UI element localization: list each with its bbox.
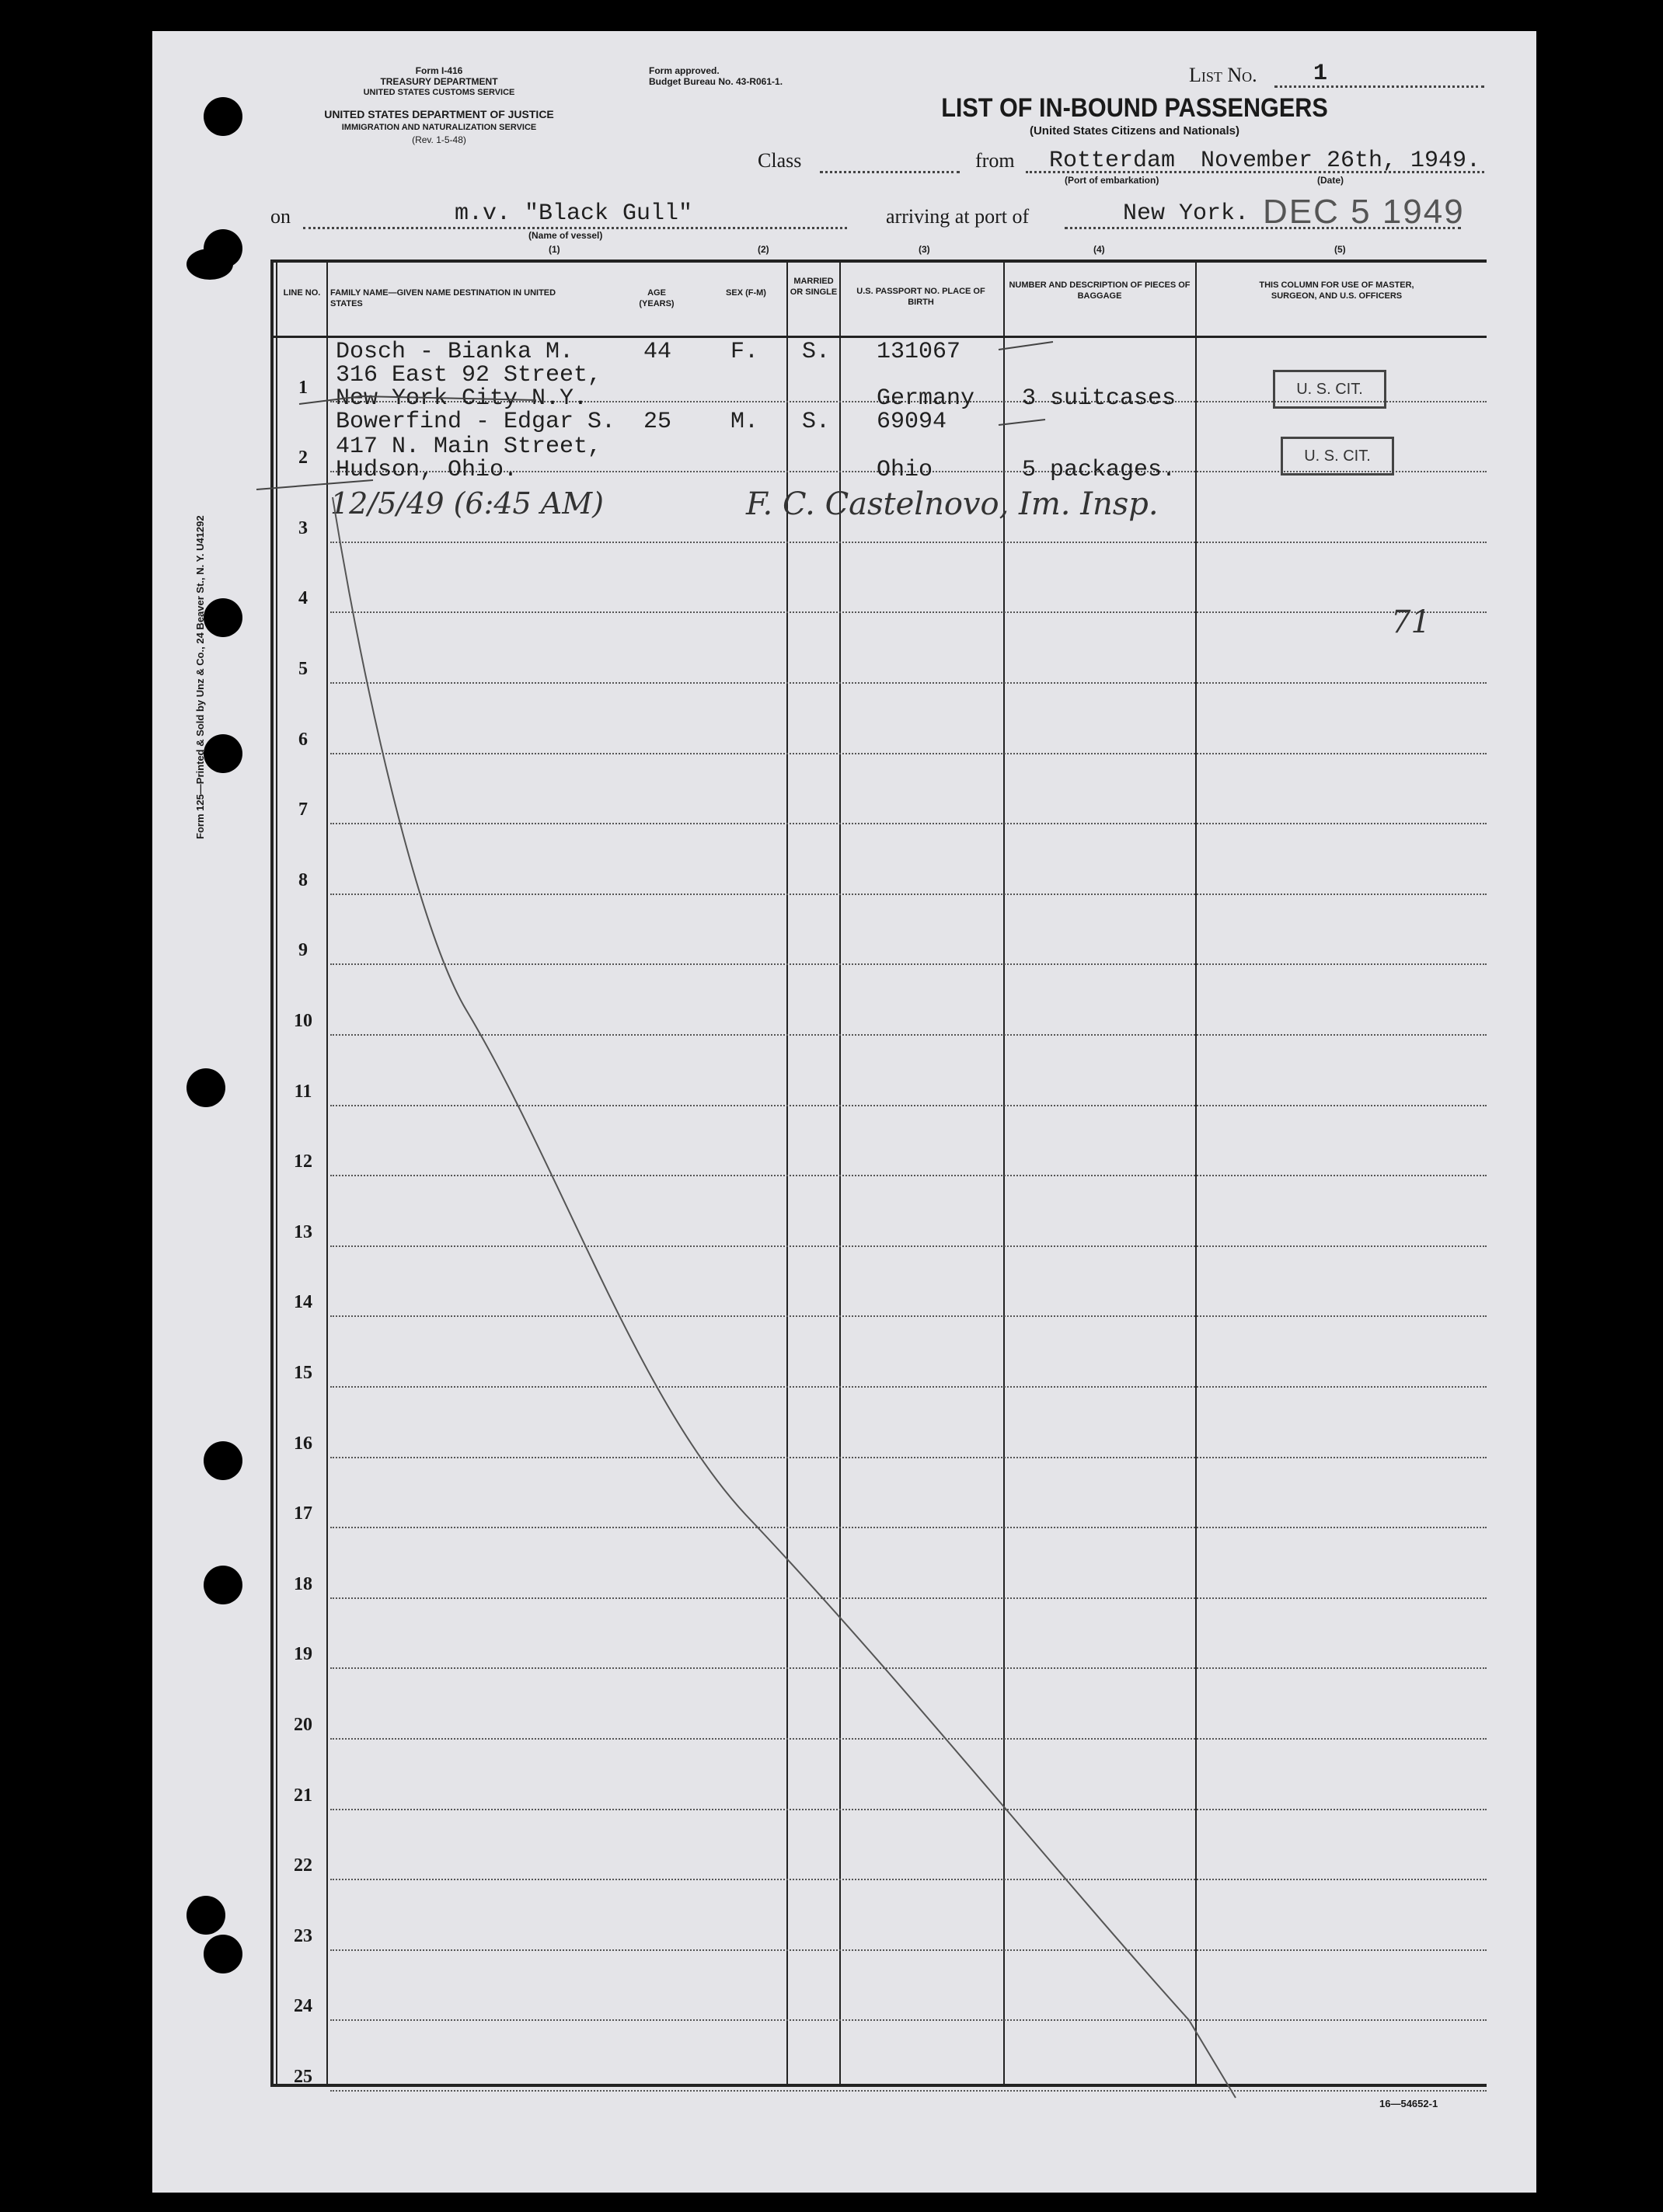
- passenger-sex: M.: [730, 409, 759, 435]
- line-number: 11: [294, 1081, 312, 1102]
- customs-service: UNITED STATES CUSTOMS SERVICE: [363, 88, 515, 97]
- footer-code: 16—54652-1: [1379, 2098, 1438, 2109]
- margin-number: 71: [1391, 604, 1431, 640]
- arrival-date-stamp: DEC 5 1949: [1263, 193, 1465, 231]
- line-number: 12: [294, 1151, 312, 1172]
- line-number: 10: [294, 1011, 312, 1031]
- line-number: 23: [294, 1925, 312, 1946]
- passenger-city: Hudson, Ohio.: [336, 457, 518, 483]
- class-label: Class: [758, 149, 802, 172]
- line-number: 6: [298, 729, 308, 750]
- passenger-marital: S.: [802, 409, 831, 435]
- line-number: 18: [294, 1573, 312, 1594]
- line-number: 24: [294, 1996, 312, 2017]
- port-caption: (Port of embarkation): [1065, 175, 1159, 186]
- passenger-baggage: 3 suitcases: [1022, 385, 1177, 412]
- col-header-officers: THIS COLUMN FOR USE OF MASTER, SURGEON, AND U.S. OFFICERS: [1259, 280, 1414, 301]
- date-caption: (Date): [1317, 175, 1344, 186]
- passenger-baggage: 5 packages.: [1022, 457, 1177, 483]
- passenger-name: Bowerfind - Edgar S.: [336, 409, 616, 435]
- col-header-line-no: LINE NO.: [283, 288, 321, 298]
- passenger-address: 316 East 92 Street,: [336, 362, 602, 388]
- passenger-birthplace: Germany: [877, 385, 975, 412]
- line-number: 7: [298, 799, 308, 820]
- passenger-age: 25: [643, 409, 672, 435]
- inspection-timestamp: 12/5/49 (6:45 AM): [330, 486, 604, 521]
- form-approved: Form approved.: [649, 65, 720, 76]
- passenger-address: 417 N. Main Street,: [336, 434, 602, 460]
- passenger-passport: 69094: [877, 409, 947, 435]
- line-number: 13: [294, 1221, 312, 1242]
- passenger-city: New York City N.Y.: [336, 385, 588, 412]
- list-no-value: 1: [1313, 61, 1328, 87]
- passenger-birthplace: Ohio: [877, 457, 933, 483]
- on-label: on: [270, 205, 291, 228]
- col-ref-3: (3): [919, 244, 930, 255]
- line-number: 2: [298, 448, 308, 469]
- printer-imprint: Form 125—Printed & Sold by Unz & Co., 24 Beaver St., N. Y. U41292: [194, 515, 206, 839]
- line-number: 22: [294, 1855, 312, 1876]
- immigration-service: IMMIGRATION AND NATURALIZATION SERVICE: [341, 123, 537, 132]
- passenger-passport: 131067: [877, 339, 961, 365]
- passenger-age: 44: [643, 339, 672, 365]
- col-header-passport: U.S. PASSPORT NO. PLACE OF BIRTH: [856, 287, 985, 307]
- vessel-caption: (Name of vessel): [528, 230, 603, 241]
- col-header-sex: SEX (F-M): [726, 288, 766, 298]
- line-number: 1: [298, 377, 308, 398]
- passenger-name: Dosch - Bianka M.: [336, 339, 574, 365]
- arrival-port: New York.: [1123, 200, 1250, 227]
- col-header-name: FAMILY NAME—GIVEN NAME DESTINATION IN UNITED STATES: [330, 288, 556, 308]
- justice-department: UNITED STATES DEPARTMENT OF JUSTICE: [324, 108, 554, 120]
- line-number: 4: [298, 588, 308, 609]
- us-citizen-stamp: U. S. CIT.: [1281, 437, 1394, 475]
- list-no-label: List No.: [1189, 64, 1257, 86]
- line-number: 15: [294, 1363, 312, 1383]
- passenger-sex: F.: [730, 339, 759, 365]
- col-ref-2: (2): [758, 244, 769, 255]
- line-number: 8: [298, 869, 308, 890]
- page-subtitle: (United States Citizens and Nationals): [1029, 124, 1240, 138]
- line-number: 9: [298, 940, 308, 961]
- port-of-embarkation: Rotterdam: [1049, 148, 1176, 174]
- treasury-department: TREASURY DEPARTMENT: [380, 76, 498, 87]
- inspector-signature: F. C. Castelnovo, Im. Insp.: [746, 486, 1159, 522]
- us-citizen-stamp: U. S. CIT.: [1273, 370, 1386, 409]
- line-number: 21: [294, 1785, 312, 1806]
- vessel-name: m.v. "Black Gull": [455, 200, 693, 227]
- line-number: 5: [298, 659, 308, 679]
- line-number: 19: [294, 1644, 312, 1665]
- line-number: 14: [294, 1292, 312, 1313]
- col-ref-5: (5): [1334, 244, 1346, 255]
- page-title: LIST OF IN-BOUND PASSENGERS: [941, 93, 1328, 123]
- form-number: Form I-416: [415, 65, 463, 76]
- passenger-marital: S.: [802, 339, 831, 365]
- col-ref-1: (1): [549, 244, 560, 255]
- col-ref-4: (4): [1093, 244, 1105, 255]
- line-number: 3: [298, 517, 308, 538]
- line-number: 17: [294, 1503, 312, 1524]
- line-number: 25: [294, 2067, 312, 2087]
- form-revision: (Rev. 1-5-48): [412, 134, 466, 145]
- arriving-label: arriving at port of: [886, 205, 1030, 228]
- line-number: 16: [294, 1433, 312, 1454]
- line-number: 20: [294, 1715, 312, 1735]
- budget-bureau: Budget Bureau No. 43-R061-1.: [649, 76, 783, 87]
- from-label: from: [975, 149, 1015, 172]
- departure-date: November 26th, 1949.: [1201, 148, 1481, 174]
- col-header-baggage: NUMBER AND DESCRIPTION OF PIECES OF BAGGAGE: [1009, 280, 1191, 301]
- col-header-age: AGE (YEARS): [639, 288, 675, 308]
- col-header-married: MARRIED OR SINGLE: [790, 277, 838, 297]
